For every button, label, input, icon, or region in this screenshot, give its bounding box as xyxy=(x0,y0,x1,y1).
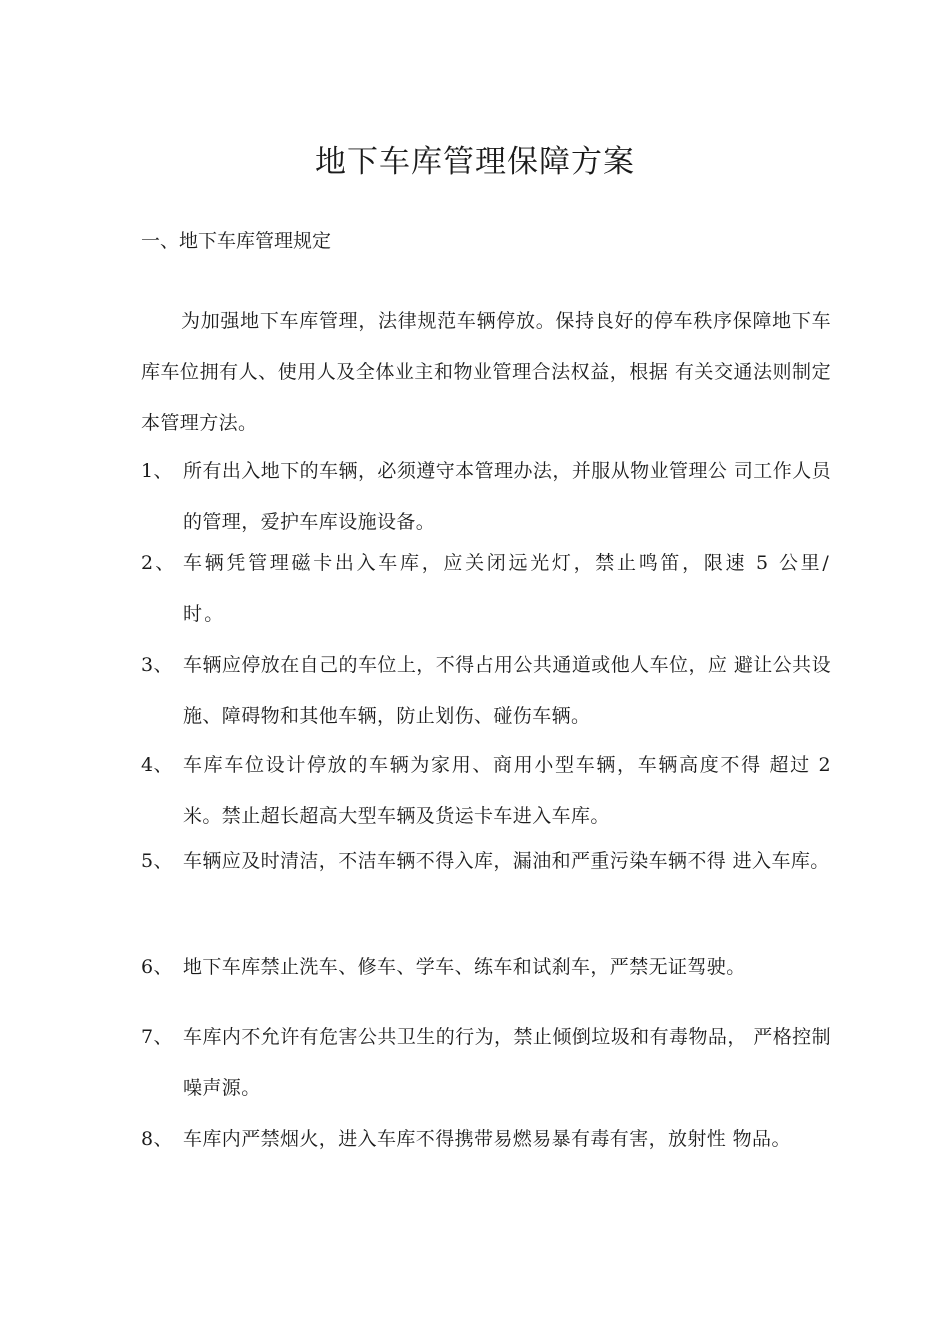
list-item-number: 6、 xyxy=(141,956,173,978)
list-item-text: 车辆凭管理磁卡出入车库，应关闭远光灯，禁止鸣笛，限速 5 公里/时。 xyxy=(183,552,831,625)
list-item-text: 车库内不允许有危害公共卫生的行为，禁止倾倒垃圾和有毒物品， 严格控制噪声源。 xyxy=(183,1026,831,1099)
list-item-number: 3、 xyxy=(141,654,173,676)
list-item-text: 车库车位设计停放的车辆为家用、商用小型车辆，车辆高度不得 超过 2 米。禁止超长超高大型车辆及货运卡车进入车库。 xyxy=(183,754,831,827)
list-item-text: 车辆应及时清洁，不洁车辆不得入库，漏油和严重污染车辆不得 进入车库。 xyxy=(183,850,830,872)
list-item-text: 地下车库禁止洗车、修车、学车、练车和试刹车，严禁无证驾驶。 xyxy=(183,956,746,978)
intro-paragraph: 为加强地下车库管理，法律规范车辆停放。保持良好的停车秩序保障地下车库车位拥有人、使用人及全体业主和物业管理合法权益，根据 有关交通法则制定本管理方法。 xyxy=(141,310,831,434)
list-item xyxy=(141,538,831,640)
list-item xyxy=(141,1114,831,1165)
list-item xyxy=(141,942,831,993)
list-item-number: 7、 xyxy=(141,1026,173,1048)
list-item xyxy=(141,836,831,887)
list-item xyxy=(141,640,831,742)
list-item-number: 2、 xyxy=(141,552,177,574)
list-item-number: 4、 xyxy=(141,754,173,776)
list-item-text: 所有出入地下的车辆，必须遵守本管理办法，并服从物业管理公 司工作人员的管理，爱护车库设施设备。 xyxy=(183,460,831,533)
list-item-number: 5、 xyxy=(141,850,173,872)
list-item xyxy=(141,1012,831,1114)
list-item-text: 车库内严禁烟火，进入车库不得携带易燃易暴有毒有害，放射性 物品。 xyxy=(183,1128,791,1150)
list-item-number: 8、 xyxy=(141,1128,173,1150)
list-item xyxy=(141,740,831,842)
list-item-number: 1、 xyxy=(141,460,173,482)
section-heading: 一、地下车库管理规定 xyxy=(141,230,332,252)
list-item xyxy=(141,446,831,548)
list-item-text: 车辆应停放在自己的车位上，不得占用公共通道或他人车位，应 避让公共设施、障碍物和其他车辆，防止划伤、碰伤车辆。 xyxy=(183,654,831,727)
document-title: 地下车库管理保障方案 xyxy=(315,144,635,180)
